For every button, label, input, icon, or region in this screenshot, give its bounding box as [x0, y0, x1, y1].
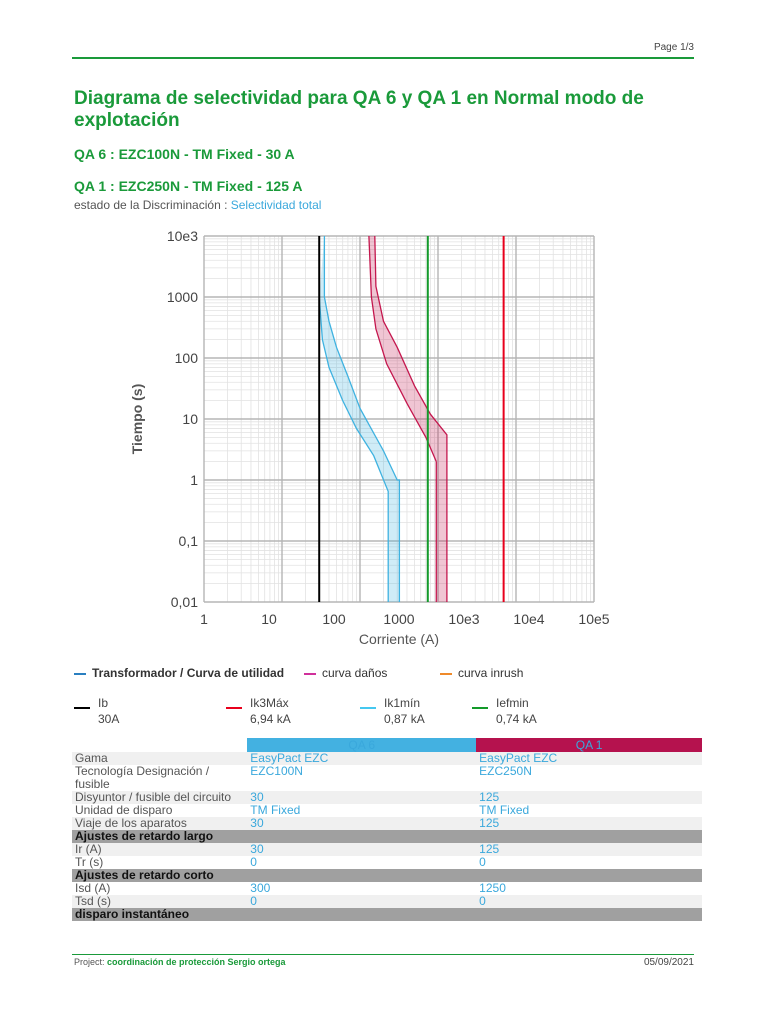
row-label: Viaje de los aparatos	[72, 817, 247, 830]
row-label: Gama	[72, 752, 247, 765]
current-value: 6,94 kA	[250, 712, 291, 726]
discrimination-status	[74, 198, 321, 212]
y-tick-label: 100	[174, 350, 198, 366]
current-mark	[472, 707, 488, 709]
current-ib	[98, 696, 119, 726]
table-section-row	[72, 869, 702, 882]
qa1-value: TM Fixed	[479, 803, 530, 817]
current-mark	[226, 707, 242, 709]
qa6-value: 30	[247, 817, 476, 830]
legend-swatch	[74, 673, 86, 675]
x-tick-label: 10e4	[513, 611, 545, 627]
qa1-value: 0	[476, 895, 702, 908]
x-tick-label: 10e3	[448, 611, 480, 627]
section-label: Ajustes de retardo largo	[72, 830, 702, 843]
x-tick-label: 10e5	[578, 611, 610, 627]
current-value: 30A	[98, 712, 120, 726]
table-header-qa1: QA 1	[476, 738, 702, 752]
qa1-value: 0	[479, 855, 486, 869]
qa6-value: 30	[247, 791, 476, 804]
table-row	[72, 765, 702, 791]
legend-label: curva inrush	[458, 666, 524, 680]
legend-item	[304, 666, 387, 680]
page-title: Diagrama de selectividad para QA 6 y QA 1 en Normal modo de explotación	[74, 88, 644, 131]
selectivity-chart	[120, 220, 640, 660]
discrimination-value: Selectividad total	[230, 198, 322, 212]
y-tick-label: 1	[190, 472, 198, 488]
current-mark	[360, 707, 376, 709]
x-axis-label: Corriente (A)	[358, 631, 440, 647]
qa1-value: 125	[476, 791, 702, 804]
current-label: Iefmin	[496, 696, 529, 710]
qa6-value: 0	[247, 895, 476, 908]
qa6-value: TM Fixed	[250, 803, 301, 817]
qa1-value: 125	[476, 817, 702, 830]
row-label: Ir (A)	[72, 843, 247, 856]
section-label: Ajustes de retardo corto	[72, 869, 702, 882]
y-tick-label: 0,1	[178, 533, 198, 549]
footer-date: 05/09/2021	[643, 957, 694, 968]
footer-rule	[72, 954, 694, 955]
table-row	[72, 882, 702, 895]
x-tick-label: 10	[261, 611, 277, 627]
table-header-blank	[72, 738, 247, 752]
table-header-row	[72, 738, 702, 752]
legend-label: Transformador / Curva de utilidad	[92, 666, 285, 680]
qa6-value: EZC100N	[250, 764, 303, 778]
qa1-value: 125	[476, 843, 702, 856]
table-header-qa6: QA 6	[247, 738, 476, 752]
footer-project-label: Project:	[74, 957, 105, 967]
qa6-value: 300	[250, 881, 271, 895]
row-label: Unidad de disparo	[75, 803, 173, 817]
legend-swatch	[304, 673, 316, 675]
header-rule	[72, 57, 694, 59]
qa1-value: EasyPact EZC	[476, 752, 702, 765]
x-tick-label: 1	[200, 611, 208, 627]
y-tick-label: 10	[182, 411, 198, 427]
section-label: disparo instantáneo	[72, 908, 702, 921]
y-tick-label: 0,01	[170, 594, 198, 610]
y-axis-label: Tiempo (s)	[129, 383, 145, 455]
table-section-row	[72, 908, 702, 921]
table-section-row	[72, 830, 702, 843]
x-tick-label: 1000	[383, 611, 415, 627]
current-label: Ib	[98, 696, 109, 710]
discrimination-label: estado de la Discriminación :	[74, 198, 228, 212]
page-number: Page 1/3	[653, 42, 694, 53]
current-value: 0,74 kA	[496, 712, 537, 726]
qa1-value: EZC250N	[479, 764, 532, 778]
row-label: Tsd (s)	[72, 895, 247, 908]
legend-label: curva daños	[322, 666, 388, 680]
row-label: Tecnología Designación / fusible	[75, 764, 210, 791]
table-row	[72, 843, 702, 856]
current-mark	[74, 707, 90, 709]
x-tick-label: 100	[322, 611, 346, 627]
qa6-value: EasyPact EZC	[247, 752, 476, 765]
current-ik1min	[384, 696, 425, 726]
settings-table	[72, 738, 702, 921]
current-ik3max	[250, 696, 291, 726]
legend-item	[74, 666, 284, 680]
legend-swatch	[440, 673, 452, 675]
row-label: Isd (A)	[75, 881, 111, 895]
y-tick-label: 10e3	[166, 228, 198, 244]
row-label: Tr (s)	[75, 855, 104, 869]
current-label: Ik3Máx	[250, 696, 289, 710]
y-tick-label: 1000	[166, 289, 198, 305]
current-value: 0,87 kA	[384, 712, 425, 726]
subtitle-qa6: QA 6 : EZC100N - TM Fixed - 30 A	[74, 146, 295, 162]
subtitle-qa1: QA 1 : EZC250N - TM Fixed - 125 A	[74, 178, 303, 194]
footer-project	[74, 957, 286, 967]
row-label: Disyuntor / fusible del circuito	[72, 791, 247, 804]
qa6-value: 0	[250, 855, 257, 869]
current-iefmin	[496, 696, 537, 726]
qa6-value: 30	[247, 843, 476, 856]
current-label: Ik1mín	[384, 696, 421, 710]
footer-project-name: coordinación de protección Sergio ortega	[107, 957, 286, 967]
legend-item	[440, 666, 523, 680]
qa1-value: 1250	[479, 881, 506, 895]
